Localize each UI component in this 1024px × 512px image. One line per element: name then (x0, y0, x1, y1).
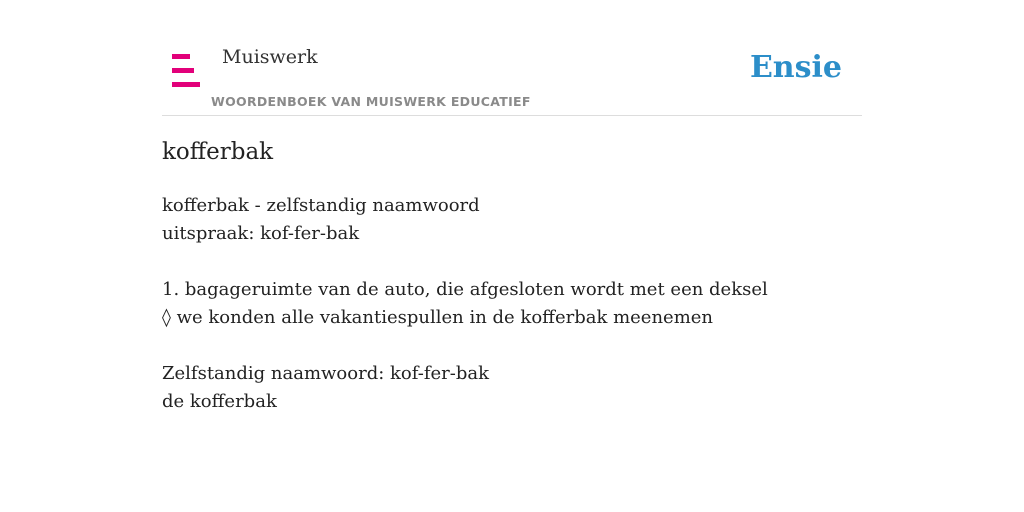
logo-e-icon (172, 54, 200, 88)
page-title: kofferbak (162, 139, 274, 165)
article-line: de kofferbak (162, 391, 277, 412)
site-header (162, 0, 862, 116)
site-subtitle: WOORDENBOEK VAN MUISWERK EDUCATIEF (211, 94, 531, 109)
site-name-link[interactable]: Muiswerk (222, 46, 318, 68)
definition-line: 1. bagageruimte van de auto, die afgesloten wordt met een deksel (162, 279, 768, 300)
example-line: ◊ we konden alle vakantiespullen in de kofferbak meenemen (162, 307, 714, 328)
ensie-brand-link[interactable]: Ensie (749, 50, 842, 85)
page-container (162, 0, 862, 512)
spacer (162, 248, 862, 276)
word-class-line: kofferbak - zelfstandig naamwoord (162, 195, 480, 216)
grammar-line: Zelfstandig naamwoord: kof-fer-bak (162, 363, 490, 384)
pronunciation-line: uitspraak: kof-fer-bak (162, 223, 360, 244)
spacer (162, 332, 862, 360)
muiswerk-logo-icon[interactable] (172, 54, 200, 88)
dictionary-entry (162, 192, 862, 416)
